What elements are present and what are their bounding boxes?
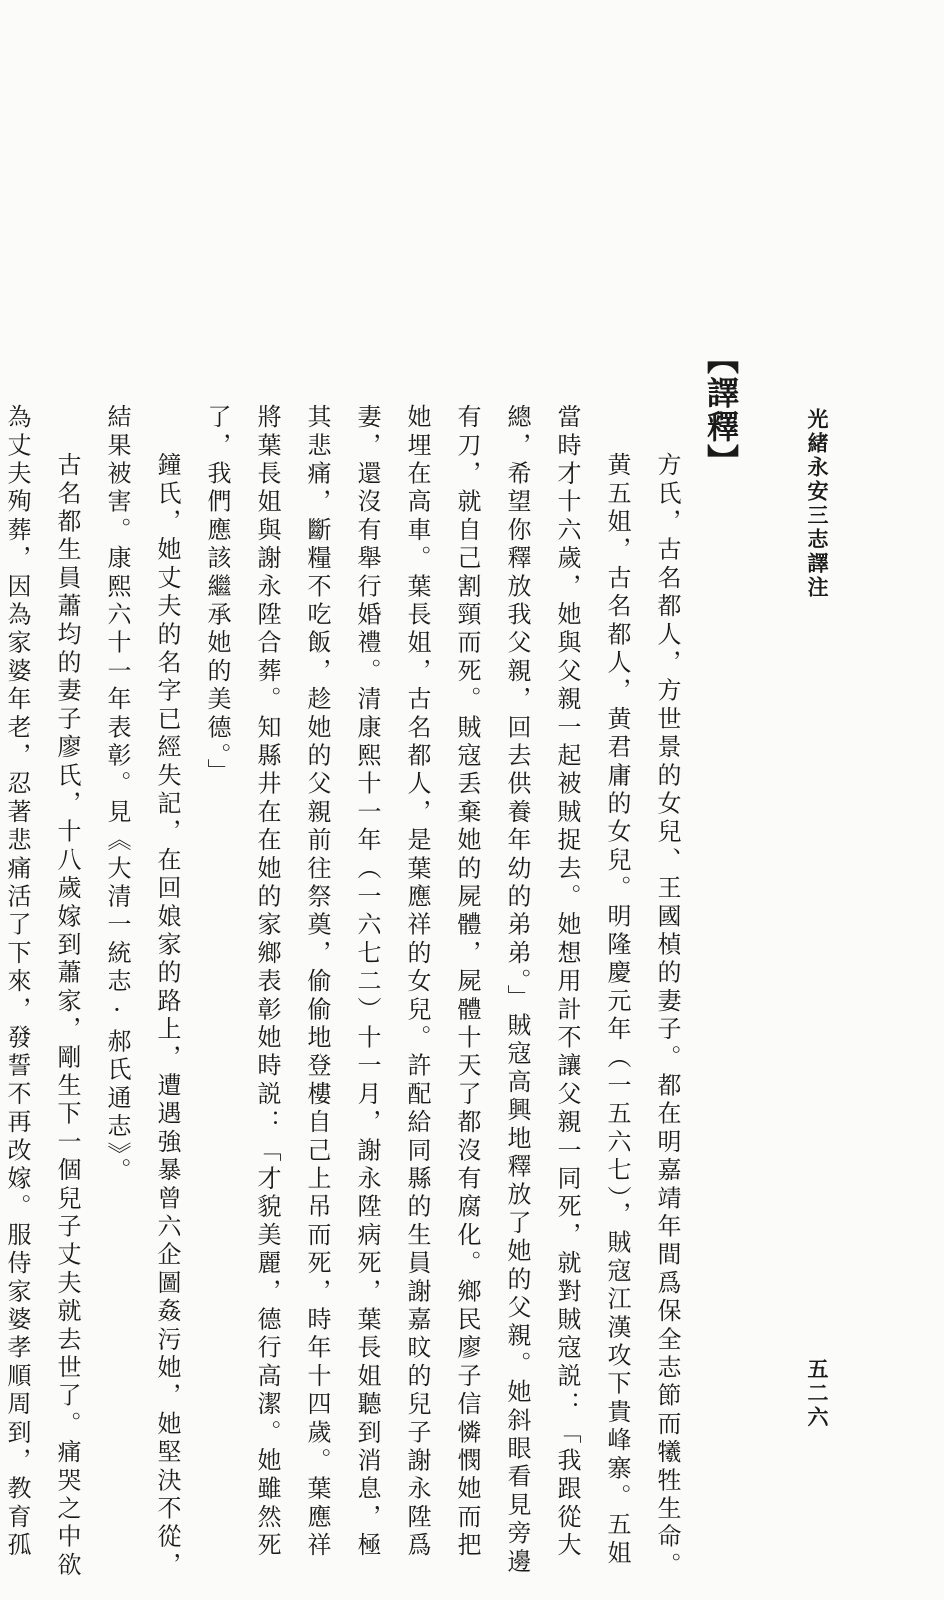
heading-close-bracket: 】 <box>702 444 740 478</box>
paragraph-fang-shi: 方氏，古名都人，方世景的女兒、王國楨的妻子。都在明嘉靖年間爲保全志節而犧牲生命。 <box>653 452 681 1580</box>
heading-text: 譯釋 <box>702 376 740 444</box>
page-number: 五二六 <box>805 1358 830 1430</box>
heading-open-bracket: 【 <box>702 342 740 376</box>
section-heading <box>698 342 744 478</box>
paragraph-liao-shi: 古名都生員蕭均的妻子廖氏，十八歲嫁到蕭家，剛生下一個兒子丈夫就去世了。痛哭之中欲為丈夫殉葬，因為家婆年老，忍著悲痛活了下來，發誓不再改嫁。服侍家婆孝順周到，教育孤 <box>3 404 81 1580</box>
translation-body <box>0 404 692 1584</box>
running-header-title: 光緒永安三志譯注 <box>805 408 830 600</box>
paragraph-huang-wu-jie: 黄五姐，古名都人，黄君庸的女兒。明隆慶元年（一五六七），賊寇江漢攻下貴峰寨。五姐當時才十六歲，她與父親一起被賊捉去。她想用計不讓父親一同死，就對賊寇説：「我跟從大總，希望你釋放我父親，回去供養年幼的弟弟。」賊寇高興地釋放了她的父親。她斜眼看見旁邊有刀，就自己割頸而死。賊寇丢棄她的屍體，屍體十天了都沒有腐化。鄉民廖子信憐憫她而把她埋在高車。葉長姐，古名都人，是葉應祥的女兒。許配給同縣的生員謝嘉旼的兒子謝永陞爲妻，還沒有舉行婚禮。清康熙十一年（一六七二）十一月，謝永陞病死，葉長姐聽到消息，極其悲痛，斷糧不吃飯，趁她的父親前往祭奠，偷偷地登樓自己上吊而死，時年十四歲。葉應祥將葉長姐與謝永陞合葬。知縣井在在她的家鄉表彰她時説：「才貌美麗，德行高潔。她雖然死了，我們應該繼承她的美德。」 <box>203 404 631 1577</box>
paragraph-zhong-shi: 鐘氏，她丈夫的名字已經失記，在回娘家的路上，遭遇強暴曾六企圖姦污她，她堅決不從，結果被害。康熙六十一年表彰。見《大清一統志·郝氏通志》。 <box>103 404 181 1580</box>
